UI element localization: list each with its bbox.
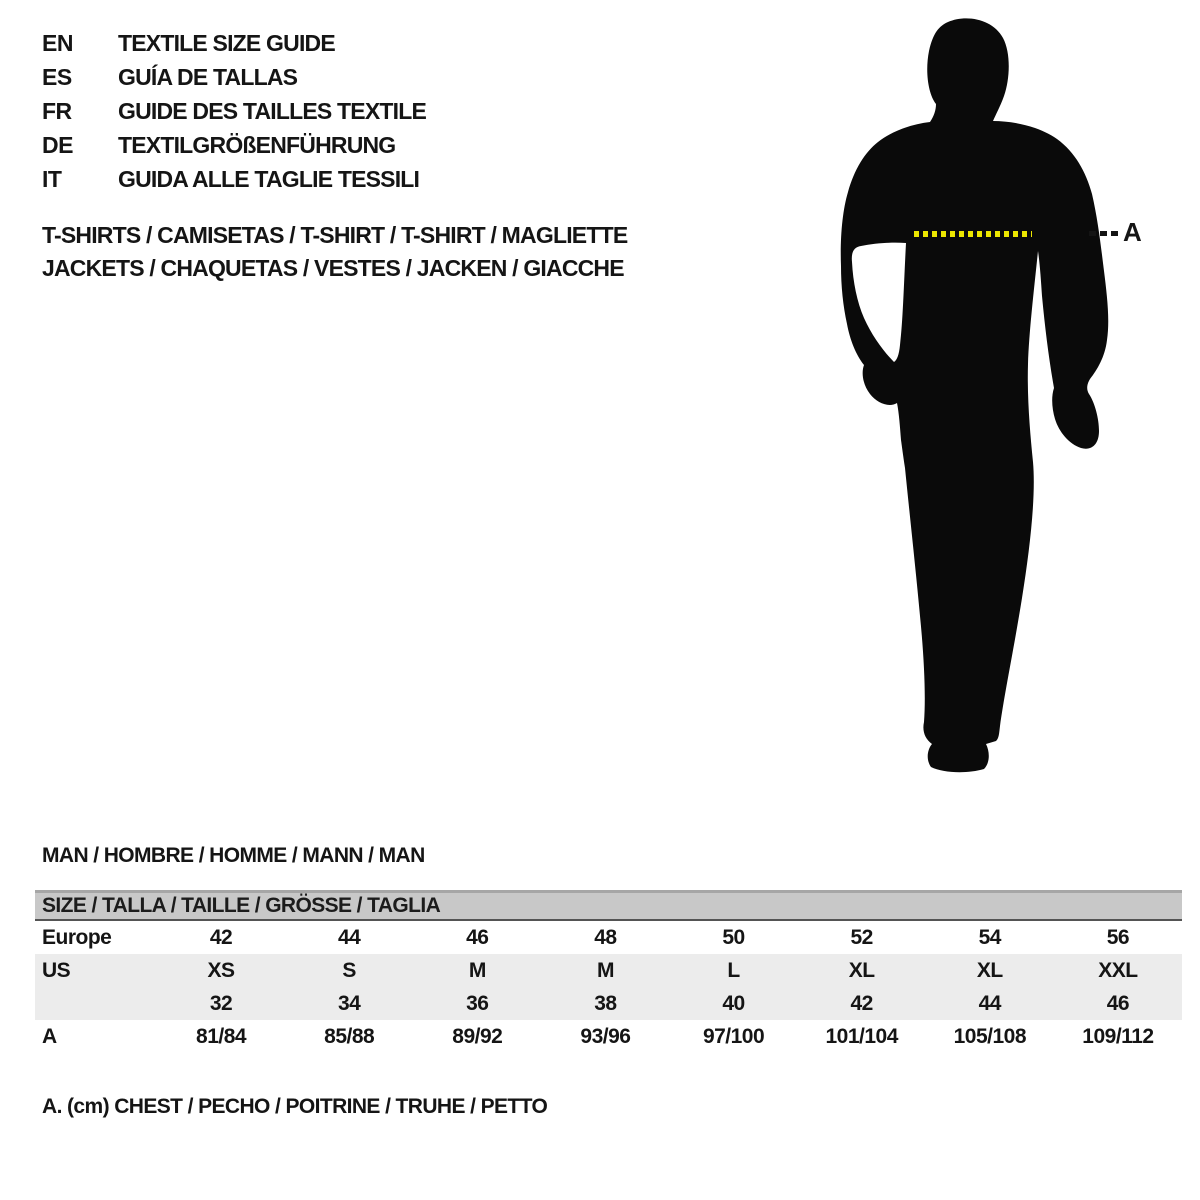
lang-code: DE <box>42 131 73 158</box>
size-cell: 50 <box>722 925 745 949</box>
lang-label: GUIDE DES TAILLES TEXTILE <box>118 97 426 124</box>
size-table-header-label: SIZE / TALLA / TAILLE / GRÖSSE / TAGLIA <box>42 894 441 917</box>
size-cell: 54 <box>978 925 1001 949</box>
language-row <box>42 94 426 128</box>
table-row-europe <box>35 921 1182 954</box>
size-cell: 105/108 <box>953 1024 1027 1048</box>
lang-label: TEXTILE SIZE GUIDE <box>118 29 335 56</box>
size-cell: M <box>596 958 614 982</box>
size-cell: 109/112 <box>1082 1024 1154 1048</box>
measure-callout-dashes <box>1089 231 1120 236</box>
language-row <box>42 128 426 162</box>
language-row <box>42 26 426 60</box>
size-cell: 52 <box>850 925 873 949</box>
size-cell: 93/96 <box>580 1024 631 1048</box>
size-cell: 32 <box>209 991 233 1015</box>
size-cell: 38 <box>594 991 617 1015</box>
size-cell: XL <box>848 958 875 982</box>
size-cell: 42 <box>850 991 873 1015</box>
chest-measure-line <box>914 231 1032 237</box>
size-cell: 42 <box>209 925 233 949</box>
lang-label: GUIDA ALLE TAGLIE TESSILI <box>118 165 420 192</box>
size-cell: 85/88 <box>324 1024 375 1048</box>
lang-code: EN <box>42 29 73 56</box>
size-table <box>35 890 1182 1053</box>
size-cell: 44 <box>338 925 361 949</box>
language-list <box>42 26 426 196</box>
category-line-jackets: JACKETS / CHAQUETAS / VESTES / JACKEN / GIACCHE <box>42 255 624 281</box>
table-row-chest-a <box>35 1020 1182 1053</box>
lang-code: ES <box>42 63 72 90</box>
lang-code: FR <box>42 97 72 124</box>
size-cell: 48 <box>594 925 617 949</box>
man-silhouette <box>841 18 1108 772</box>
lang-code: IT <box>42 165 62 192</box>
size-cell: 46 <box>466 925 489 949</box>
size-cell: 101/104 <box>825 1024 898 1048</box>
size-cell: M <box>468 958 486 982</box>
size-cell: 36 <box>466 991 489 1015</box>
size-cell: 56 <box>1106 925 1130 949</box>
lang-label: GUÍA DE TALLAS <box>118 63 298 90</box>
measure-label-a: A <box>1123 217 1142 247</box>
table-row-numeric <box>35 987 1182 1020</box>
size-cell: 97/100 <box>702 1024 765 1048</box>
footnote-chest-legend: A. (cm) CHEST / PECHO / POITRINE / TRUHE / PETTO <box>42 1095 548 1118</box>
language-row <box>42 60 426 94</box>
row-label: A <box>42 1024 57 1048</box>
category-list <box>42 219 627 285</box>
size-cell: 34 <box>338 991 361 1015</box>
category-line-tshirts: T-SHIRTS / CAMISETAS / T-SHIRT / T-SHIRT / MAGLIETTE <box>42 222 628 248</box>
arm-torso-gap <box>852 243 906 362</box>
lang-label: TEXTILGRÖßENFÜHRUNG <box>118 131 396 158</box>
size-cell: XL <box>976 958 1003 982</box>
size-cell: XXL <box>1098 958 1138 982</box>
size-cell: 44 <box>978 991 1001 1015</box>
size-cell: L <box>727 958 740 982</box>
size-cell: 40 <box>722 991 745 1015</box>
language-row <box>42 162 426 196</box>
size-cell: 46 <box>1106 991 1130 1015</box>
row-label: Europe <box>42 925 112 949</box>
size-cell: 89/92 <box>452 1024 503 1048</box>
row-label: US <box>42 958 71 982</box>
size-cell: 81/84 <box>196 1024 247 1048</box>
section-heading-man: MAN / HOMBRE / HOMME / MANN / MAN <box>42 844 425 867</box>
size-cell: S <box>342 958 356 982</box>
size-table-header <box>35 890 1182 921</box>
size-cell: XS <box>207 958 235 982</box>
table-row-us <box>35 954 1182 987</box>
